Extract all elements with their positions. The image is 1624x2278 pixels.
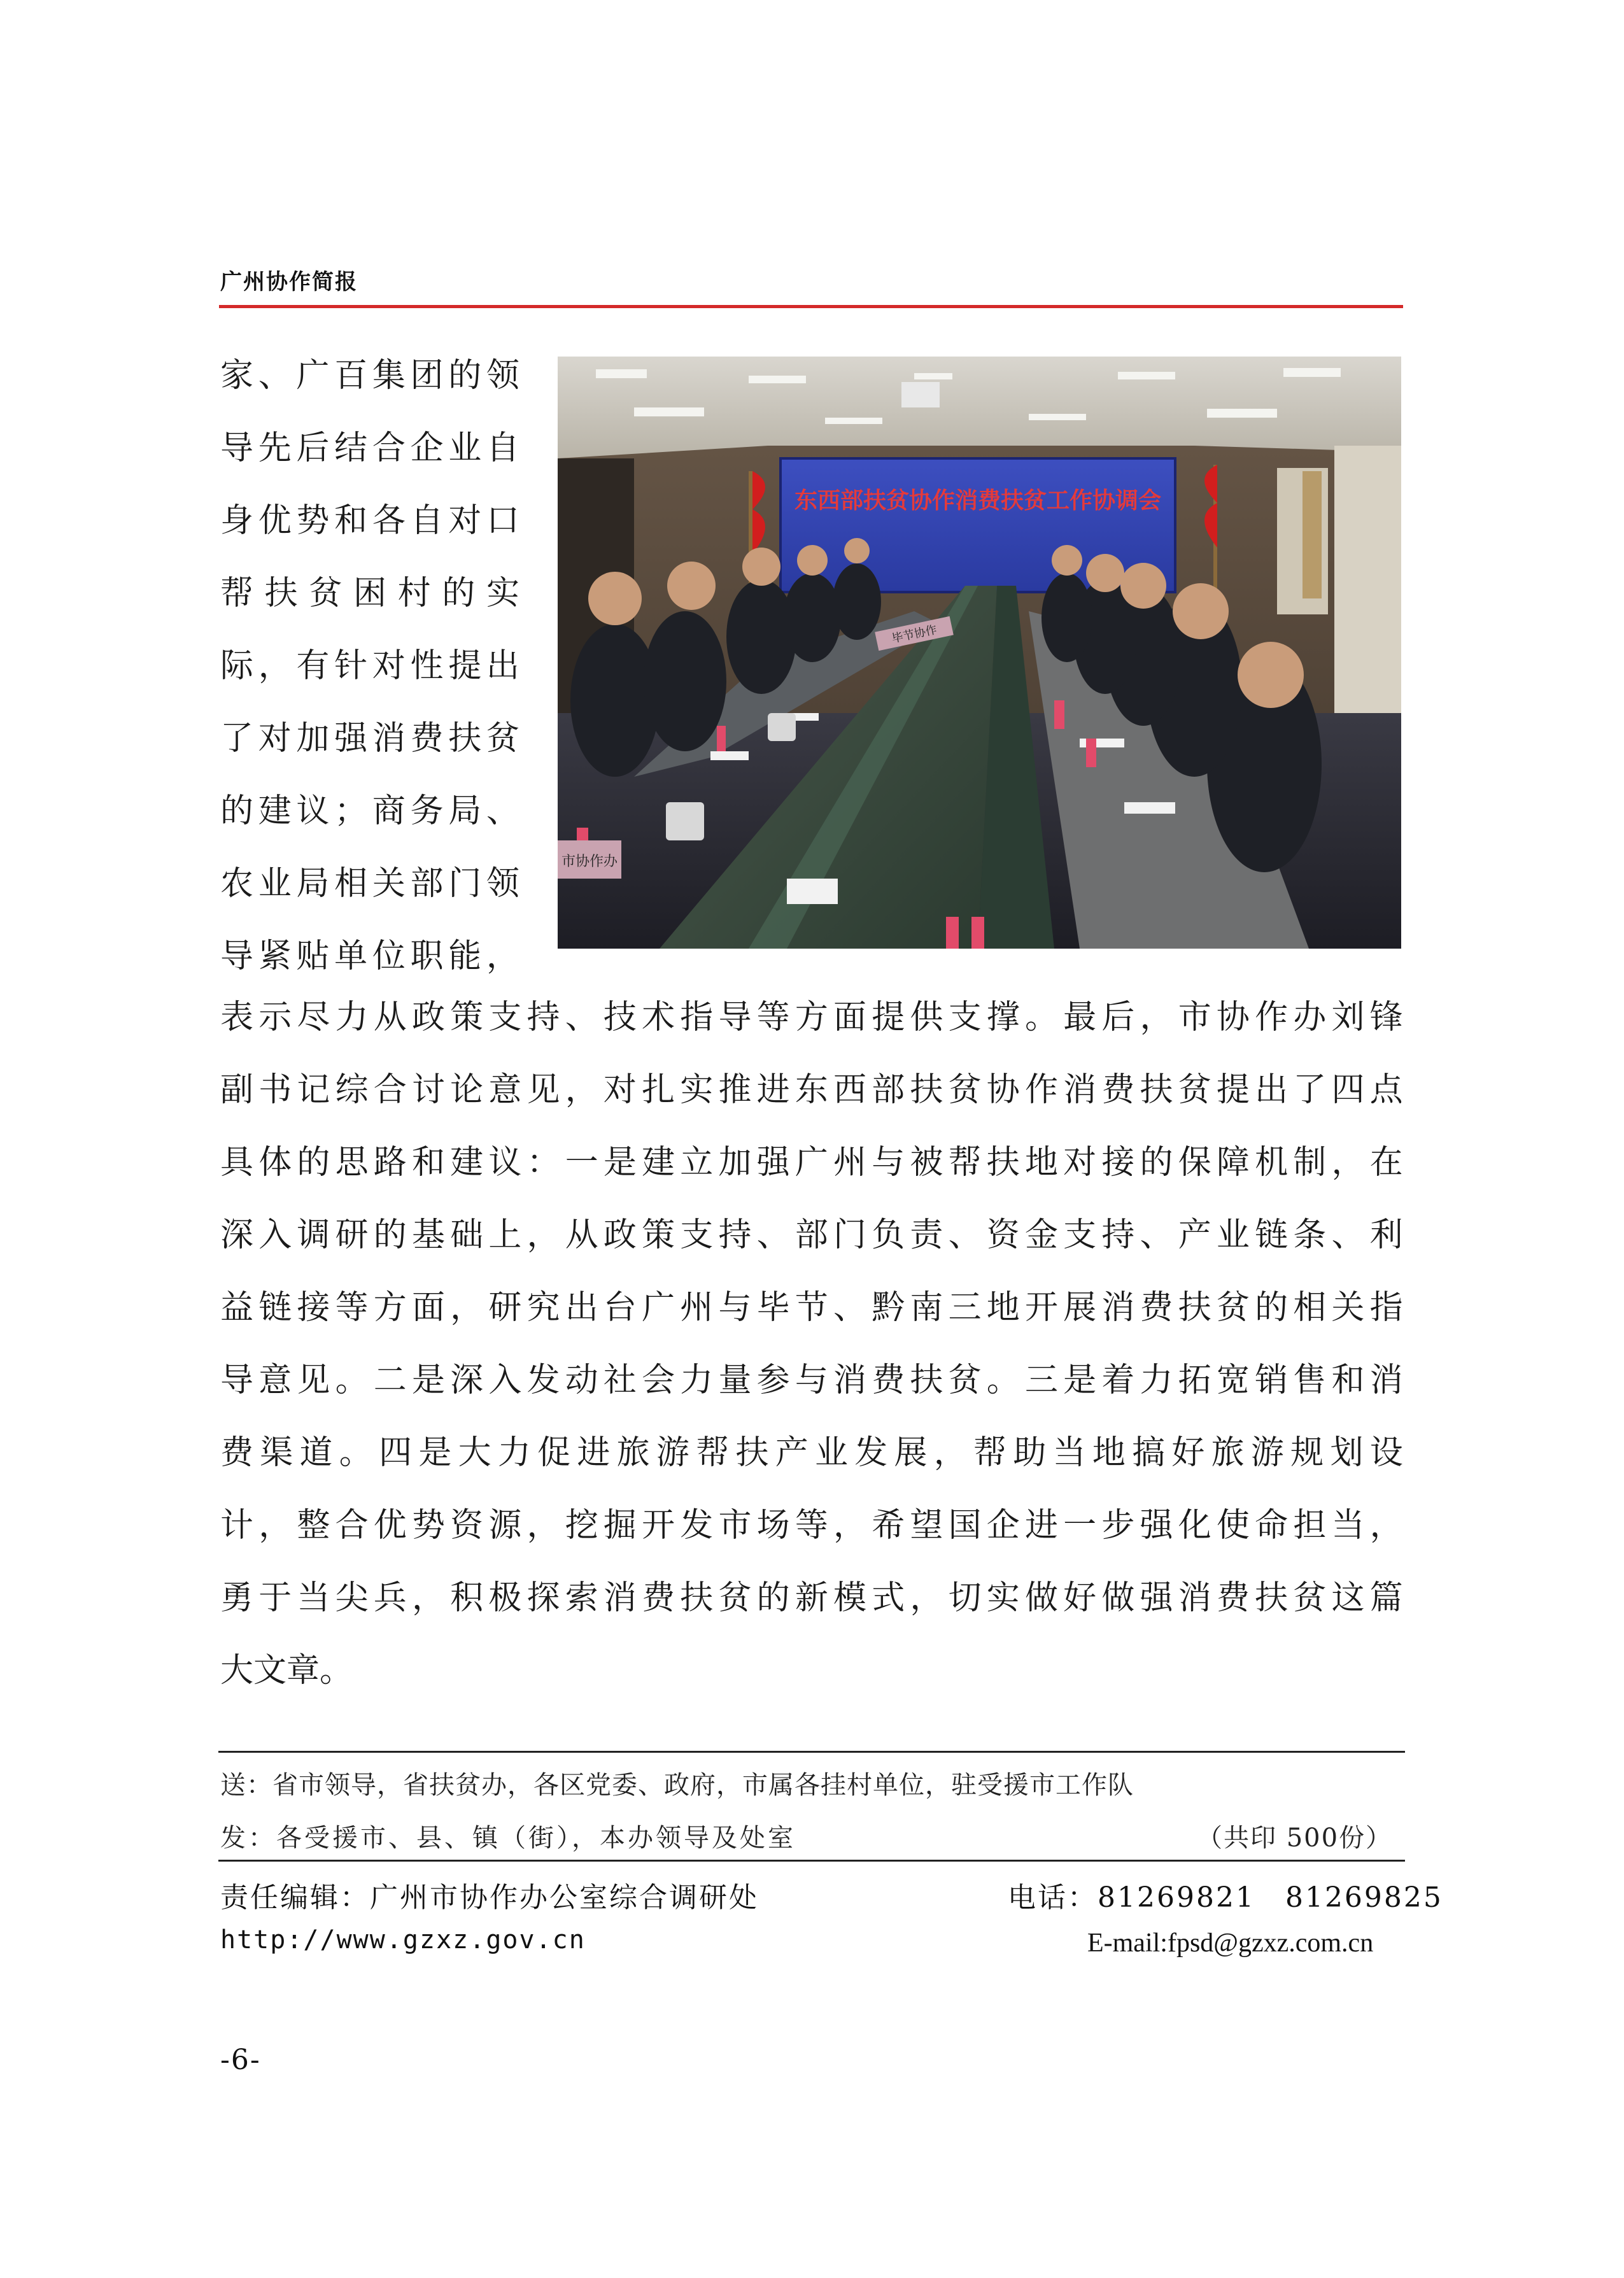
float-text-line: 导 先 后 结 合 企 业 自 [220,429,519,467]
responsible-editor: 责任编辑：广州市协作办公室综合调研处 [220,1881,759,1914]
meeting-photo [558,357,1401,949]
body-text-line: 益 链 接 等 方 面 ， 研 究 出 台 广 州 与 毕 节 、 黔 南 三 地 开 展 消 费 扶 贫 的 相 关 指 [220,1289,1403,1327]
body-text-line: 深 入 调 研 的 基 础 上 ， 从 政 策 支 持 、 部 门 负 责 、 资 金 支 持 、 产 业 链 条 、 利 [220,1216,1403,1254]
body-text-line: 大文章。 [220,1652,353,1690]
body-text-line: 副 书 记 综 合 讨 论 意 见 ， 对 扎 实 推 进 东 西 部 扶 贫 协 作 消 费 扶 贫 提 出 了 四 点 [220,1071,1403,1109]
float-text-line: 帮 扶 贫 困 村 的 实 [220,574,519,612]
meeting-room-illustration [558,357,1401,949]
website-link[interactable]: http://www.gzxz.gov.cn [220,1925,586,1955]
wrapped-paragraph-column [220,353,519,1007]
float-text-line: 导 紧 贴 单 位 职 能 ， [220,937,519,975]
float-text-line: 家 、 广 百 集 团 的 领 [220,357,519,395]
float-text-line: 的 建 议 ； 商 务 局 、 [220,792,519,830]
newsletter-title: 广州协作简报 [220,269,358,295]
body-text-line: 勇 于 当 尖 兵 ， 积 极 探 索 消 费 扶 贫 的 新 模 式 ， 切 实 做 好 做 强 消 费 扶 贫 这 篇 [220,1579,1403,1617]
distribution-top-rule [218,1751,1405,1753]
banner-text: 东西部扶贫协作消费扶贫工作协调会 [794,487,1162,514]
nameplate-2: 毕节协作 [890,623,938,646]
issue-to-line: 发：各受援市、县、镇（街），本办领导及处室 [220,1823,796,1853]
nameplate-1: 市协作办 [561,854,618,870]
float-text-line: 际 ， 有 针 对 性 提 出 [220,647,519,685]
distribution-bottom-rule [218,1860,1405,1862]
main-paragraph [220,995,1403,1721]
page-number: -6- [220,2044,261,2076]
phone-numbers: 电话：81269821 81269825 [1008,1881,1443,1914]
body-text-line: 计 ， 整 合 优 势 资 源 ， 挖 掘 开 发 市 场 等 ， 希 望 国 企 进 一 步 强 化 使 命 担 当 ， [220,1506,1403,1545]
header-divider [219,305,1403,308]
print-count: （共印 500份） [1197,1823,1393,1853]
float-text-line: 身 优 势 和 各 自 对 口 [220,502,519,540]
body-text-line: 表 示 尽 力 从 政 策 支 持 、 技 术 指 导 等 方 面 提 供 支 撑 。 最 后 ， 市 协 作 办 刘 锋 [220,998,1403,1036]
float-text-line: 农 业 局 相 关 部 门 领 [220,865,519,903]
body-text-line: 费 渠 道 。 四 是 大 力 促 进 旅 游 帮 扶 产 业 发 展 ， 帮 助 当 地 搞 好 旅 游 规 划 设 [220,1434,1403,1472]
body-text-line: 具 体 的 思 路 和 建 议 ： 一 是 建 立 加 强 广 州 与 被 帮 扶 地 对 接 的 保 障 机 制 ， 在 [220,1143,1403,1182]
email-address[interactable]: E-mail:fpsd@gzxz.com.cn [1087,1928,1374,1958]
float-text-line: 了 对 加 强 消 费 扶 贫 [220,719,519,758]
body-text-line: 导 意 见 。 二 是 深 入 发 动 社 会 力 量 参 与 消 费 扶 贫 。 三 是 着 力 拓 宽 销 售 和 消 [220,1361,1403,1399]
send-to-line: 送：省市领导，省扶贫办，各区党委、政府，市属各挂村单位，驻受援市工作队 [220,1771,1134,1800]
